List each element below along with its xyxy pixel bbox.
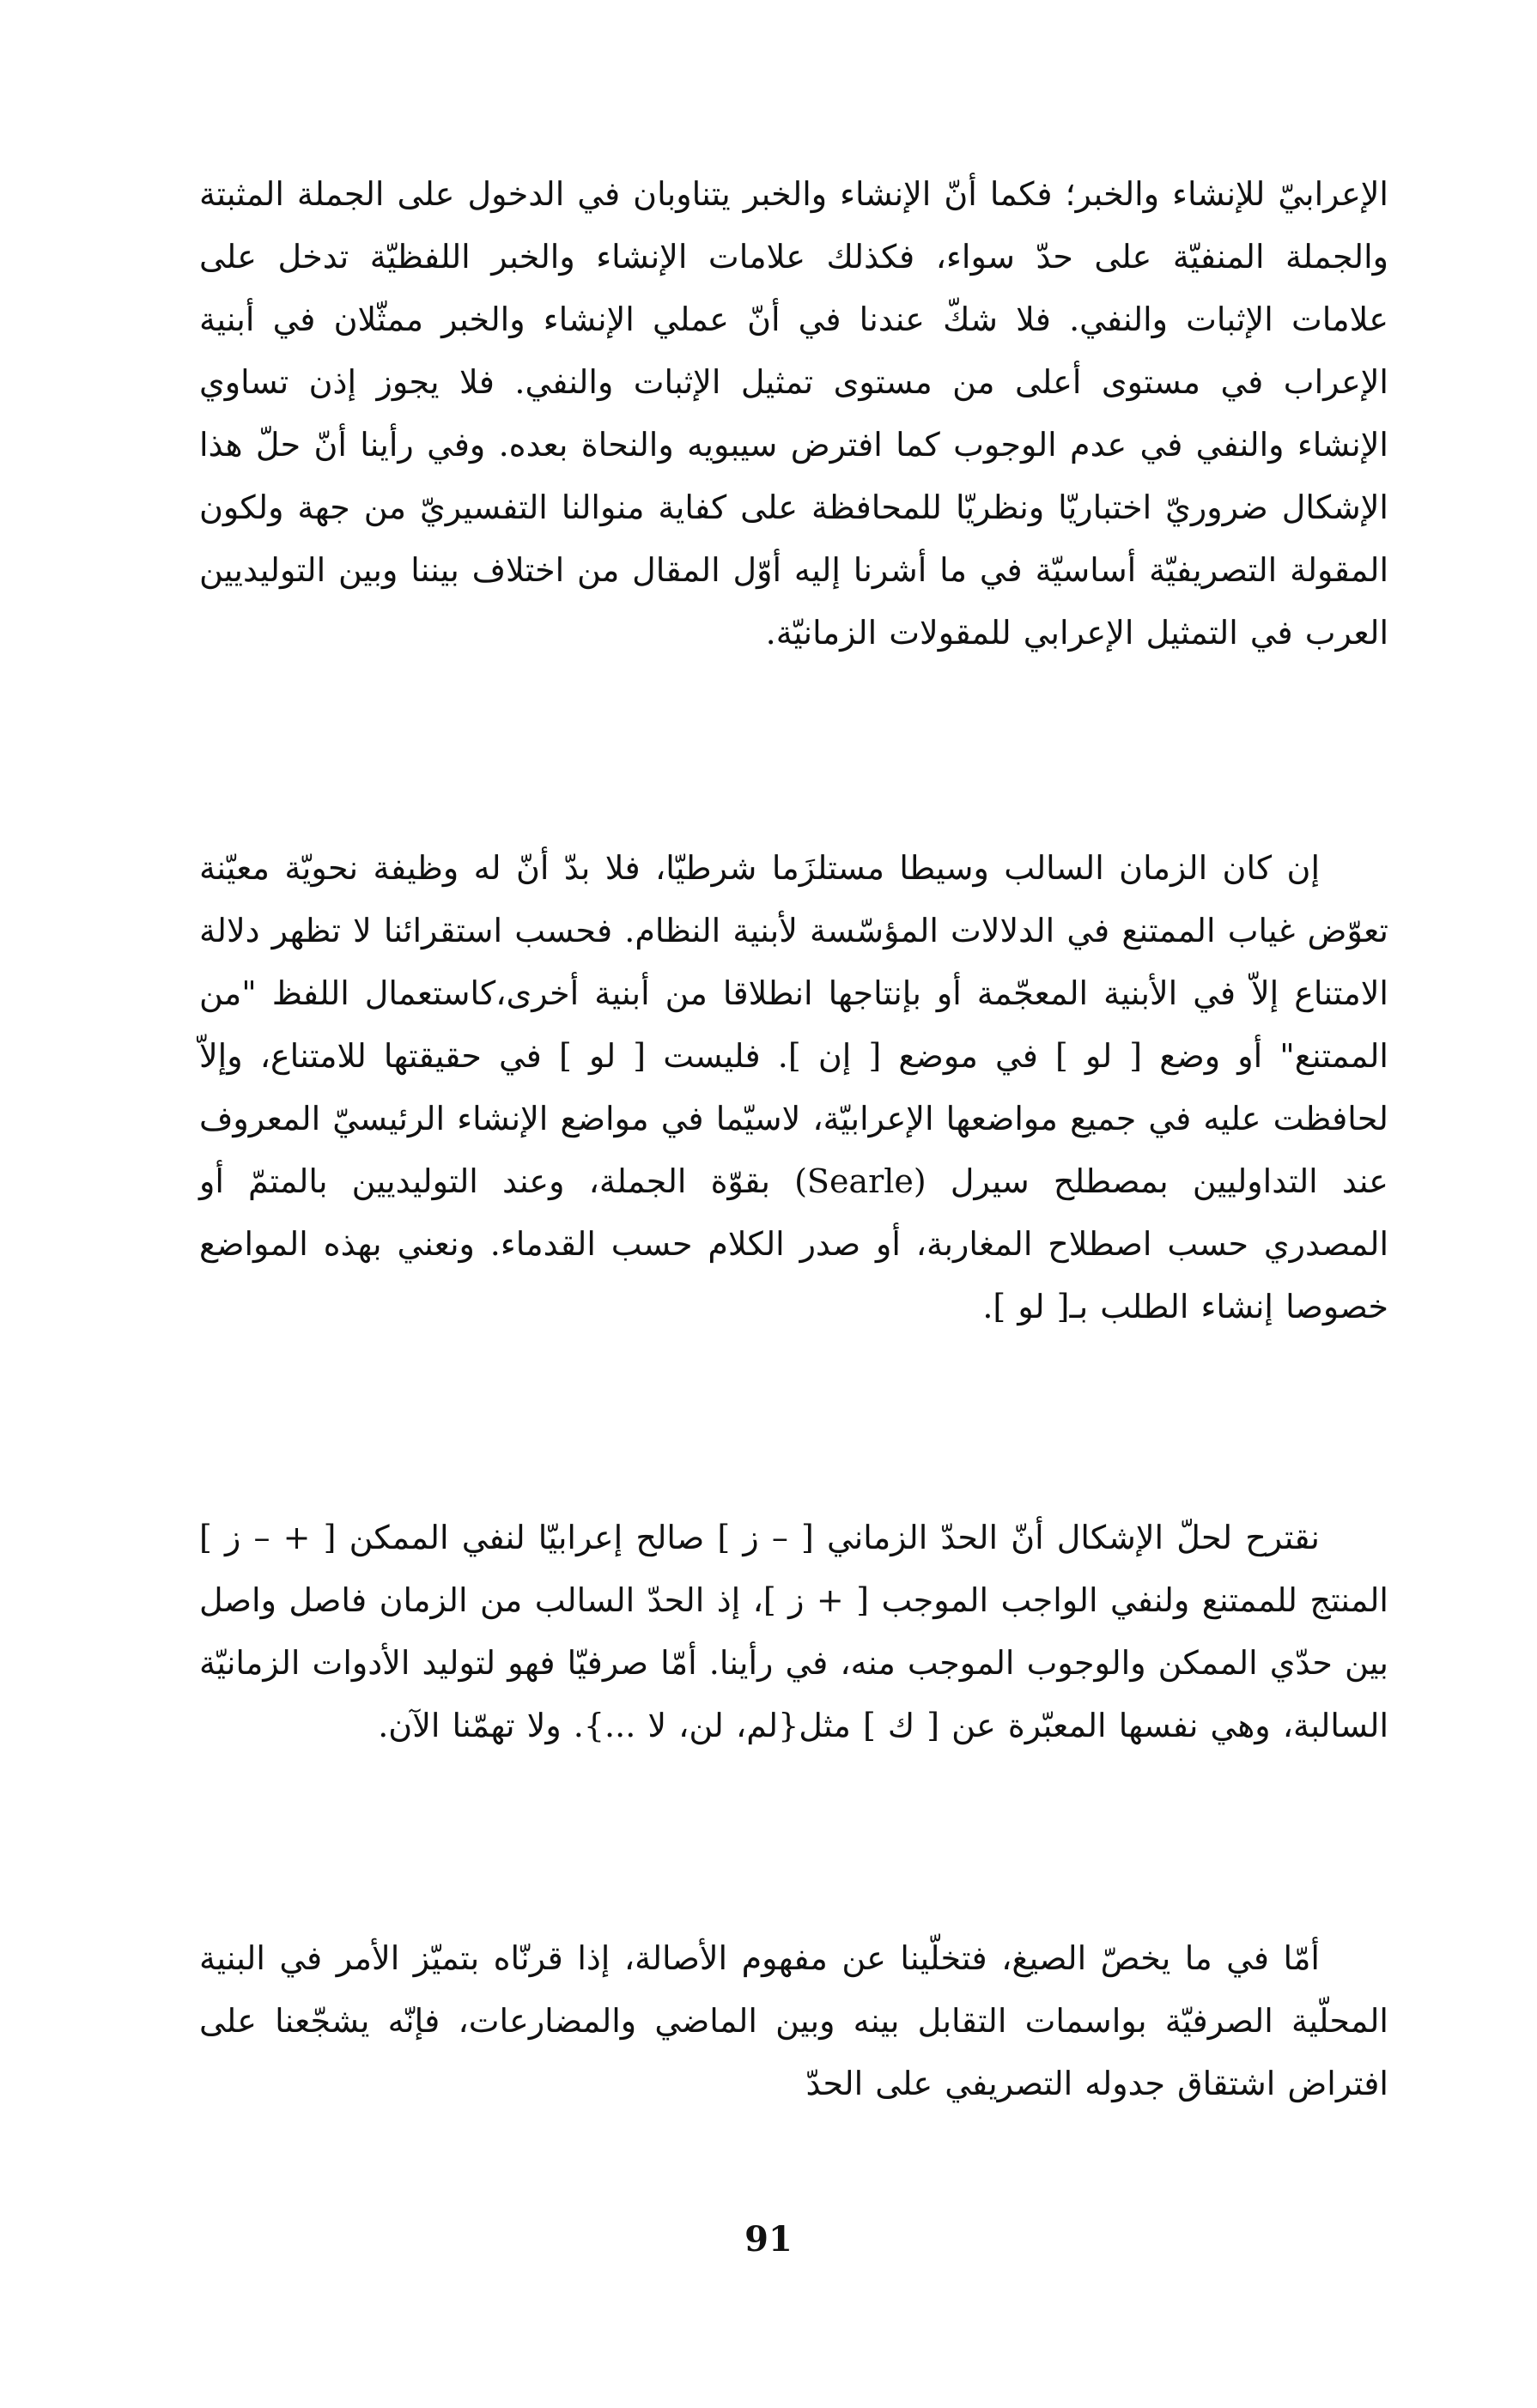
page-number: 91 bbox=[744, 2219, 793, 2259]
paragraph-text: نقترح لحلّ الإشكال أنّ الحدّ الزماني [ – ز ] صالح إعرابيّا لنفي الممكن [ + – ز ] المنتج للممتنع ولنفي الواجب الموجب [ + ز ]، إذ الحدّ السالب من الزمان فاصل واصل بين حدّي الممكن والوجوب الموجب منه، في رأينا. أمّا صرفيّا فهو لتوليد الأدوات الزمانيّة السالبة، وهي نفسها المعبّرة عن [ ك ] مثل{لم، لن، لا ...}. ولا تهمّنا الآن. bbox=[199, 1519, 1388, 1744]
body-paragraph-4 bbox=[199, 1927, 1388, 2115]
paragraph-text: أمّا في ما يخصّ الصيغ، فتخلّينا عن مفهوم الأصالة، إذا قرنّاه بتميّز الأمر في البنية المحلّية الصرفيّة بواسمات التقابل بينه وبين الماضي والمضارعات، فإنّه يشجّعنا على افتراض اشتقاق جدوله التصريفي على الحدّ bbox=[199, 1939, 1388, 2102]
body-paragraph-2 bbox=[199, 837, 1388, 1338]
paragraph-text: إن كان الزمان السالب وسيطا مستلزَما شرطيّا، فلا بدّ أنّ له وظيفة نحويّة معيّنة تعوّض غياب الممتنع في الدلالات المؤسّسة لأبنية النظام. فحسب استقرائنا لا تظهر دلالة الامتناع إلاّ في الأبنية المعجّمة أو بإنتاجها انطلاقا من أبنية أخرى،كاستعمال اللفظ "من الممتنع" أو وضع [ لو ] في موضع [ إن ]. فليست [ لو ] في حقيقتها للامتناع، وإلاّ لحافظت عليه في جميع مواضعها الإعرابيّة، لاسيّما في مواضع الإنشاء الرئيسيّ المعروف عند التداوليين بمصطلح سيرل (Searle) بقوّة الجملة، وعند التوليديين بالمتمّ أو المصدري حسب اصطلاح المغاربة، أو صدر الكلام حسب القدماء. ونعني بهذه المواضع خصوصا إنشاء الطلب بـ[ لو ]. bbox=[199, 849, 1388, 1325]
paragraph-text: الإعرابيّ للإنشاء والخبر؛ فكما أنّ الإنشاء والخبر يتناوبان في الدخول على الجملة المثبتة والجملة المنفيّة على حدّ سواء، فكذلك علامات الإنشاء والخبر اللفظيّة تدخل على علامات الإثبات والنفي. فلا شكّ عندنا في أنّ عملي الإنشاء والخبر ممثّلان في أبنية الإعراب في مستوى أعلى من مستوى تمثيل الإثبات والنفي. فلا يجوز إذن تساوي الإنشاء والنفي في عدم الوجوب كما افترض سيبويه والنحاة بعده. وفي رأينا أنّ حلّ هذا الإشكال ضروريّ اختباريّا ونظريّا للمحافظة على كفاية منوالنا التفسيريّ من جهة ولكون المقولة التصريفيّة أساسيّة في ما أشرنا إليه أوّل المقال من اختلاف بيننا وبين التوليديين العرب في التمثيل الإعرابي للمقولات الزمانيّة. bbox=[199, 175, 1388, 652]
body-paragraph-3 bbox=[199, 1507, 1388, 1757]
body-paragraph-1 bbox=[199, 163, 1388, 664]
